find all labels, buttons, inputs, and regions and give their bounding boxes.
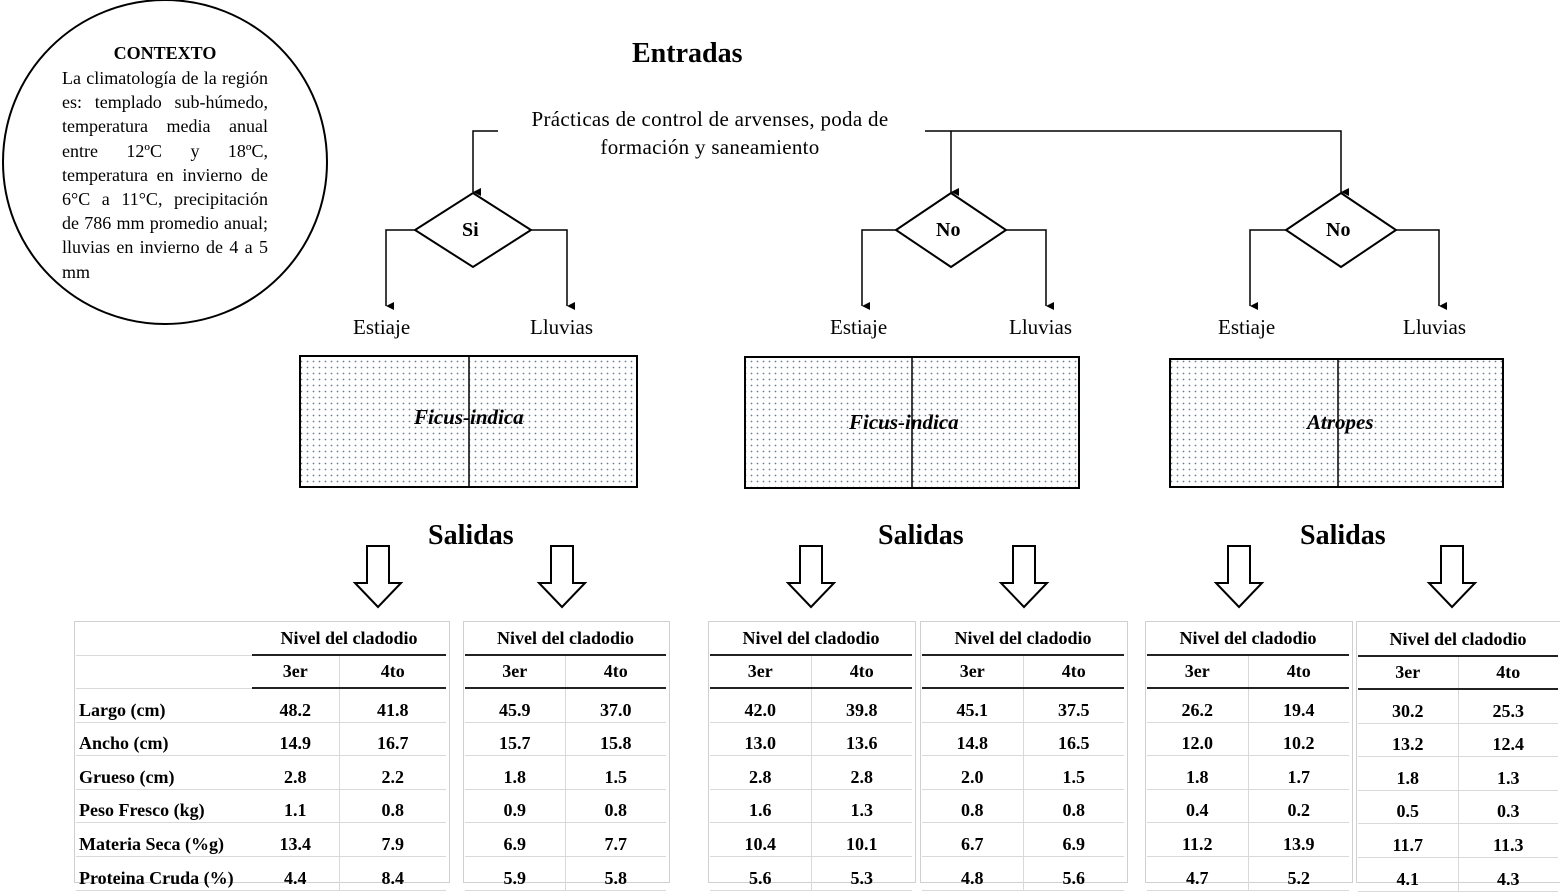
table-row: Peso Fresco (kg) 1.1 0.8: [76, 789, 446, 823]
table-row: 2.0 1.5: [922, 756, 1124, 790]
row-label: Materia Seca (%g): [76, 823, 252, 857]
context-title: CONTEXTO: [113, 43, 217, 63]
outputs-title-1: Salidas: [428, 520, 514, 551]
season-estiaje-1: Estiaje: [353, 315, 411, 339]
row-label: Largo (cm): [76, 688, 252, 722]
output-arrows: [355, 546, 1475, 607]
season-lluvias-2: Lluvias: [1009, 315, 1072, 339]
output-arrow-1: [355, 546, 401, 607]
table-row: 11.2 13.9: [1147, 823, 1349, 857]
practices-text: Prácticas de control de arvenses, poda de formación y saneamiento: [531, 107, 889, 159]
season-estiaje-2: Estiaje: [830, 315, 888, 339]
season-estiaje-3: Estiaje: [1218, 315, 1276, 339]
table-row: 12.0 10.2: [1147, 722, 1349, 756]
output-arrow-4: [1001, 546, 1047, 607]
output-table-4: Nivel del cladodio 3er 4to 45.1 37.5 14.8 16.5 2.0 1.5 0.8 0.8 6.7 6.9 4.8 5.6: [922, 623, 1124, 891]
table-row: 13.2 12.4: [1358, 723, 1558, 757]
species-label-1: Ficus-indica: [414, 405, 524, 429]
table-header-col1: 3er: [252, 655, 339, 688]
table-row: Materia Seca (%g) 13.4 7.9: [76, 823, 446, 857]
output-table-1: [76, 623, 446, 891]
table-row: 4.1 4.3: [1358, 857, 1558, 891]
table-row: 4.7 5.2: [1147, 856, 1349, 890]
table-row: Proteina Cruda (%) 4.4 8.4: [76, 856, 446, 890]
output-arrow-6: [1429, 546, 1475, 607]
table-row: 6.7 6.9: [922, 823, 1124, 857]
table-header-group: Nivel del cladodio: [1147, 623, 1349, 655]
output-table-5: Nivel del cladodio 3er 4to 26.2 19.4 12.0 10.2 1.8 1.7 0.4 0.2 11.2 13.9 4.7 5.2: [1147, 623, 1349, 891]
output-table-6: Nivel del cladodio 3er 4to 30.2 25.3 13.2 12.4 1.8 1.3 0.5 0.3 11.7 11.3 4.1 4.3: [1358, 624, 1558, 892]
table-row: 45.9 37.0: [465, 688, 666, 722]
species-label-2: Ficus-indica: [849, 410, 959, 434]
species-label-3: Atropes: [1307, 410, 1374, 434]
table-row: 1.8 1.7: [1147, 756, 1349, 790]
decision-label-1: Si: [462, 219, 479, 241]
table-row: 4.8 5.6: [922, 856, 1124, 890]
season-lluvias-1: Lluvias: [530, 315, 593, 339]
row-label: Ancho (cm): [76, 722, 252, 756]
row-label: Grueso (cm): [76, 756, 252, 790]
table-row: 1.8 1.3: [1358, 757, 1558, 791]
row-label: Peso Fresco (kg): [76, 789, 252, 823]
table-row: Largo (cm) 48.2 41.8: [76, 688, 446, 722]
output-arrow-2: [539, 546, 585, 607]
table-header-group: Nivel del cladodio: [922, 623, 1124, 655]
table-row: 0.8 0.8: [922, 789, 1124, 823]
table-row: 11.7 11.3: [1358, 824, 1558, 858]
outputs-title-3: Salidas: [1300, 520, 1386, 551]
output-arrow-5: [1216, 546, 1262, 607]
table-row: 5.9 5.8: [465, 856, 666, 890]
table-row: 2.8 2.8: [710, 756, 912, 790]
context-block: [62, 43, 268, 284]
table-header-col2: 4to: [339, 655, 446, 688]
table-row: 10.4 10.1: [710, 823, 912, 857]
season-lluvias-3: Lluvias: [1403, 315, 1466, 339]
table-row: 14.8 16.5: [922, 722, 1124, 756]
row-label: Proteina Cruda (%): [76, 856, 252, 890]
table-row: 0.5 0.3: [1358, 790, 1558, 824]
table-row: 5.6 5.3: [710, 856, 912, 890]
table-row: 1.6 1.3: [710, 789, 912, 823]
output-table-3: Nivel del cladodio 3er 4to 42.0 39.8 13.0 13.6 2.8 2.8 1.6 1.3 10.4 10.1 5.6 5.3: [710, 623, 912, 891]
table-row: 0.4 0.2: [1147, 789, 1349, 823]
output-arrow-3: [788, 546, 834, 607]
table-row: 30.2 25.3: [1358, 689, 1558, 723]
table-row: 42.0 39.8: [710, 688, 912, 722]
context-description: La climatología de la región es: templado sub-húmedo, temperatura media anual entre 12ºC y 18ºC, temperatura en invierno de 6°C a 11°C, precipitación de 786 mm promedio anual; lluvias en invierno de 4 a 5 mm: [62, 68, 268, 282]
decision-label-3: No: [1326, 219, 1351, 241]
table-row: Ancho (cm) 14.9 16.7: [76, 722, 446, 756]
table-row: 26.2 19.4: [1147, 688, 1349, 722]
outputs-title-2: Salidas: [878, 520, 964, 551]
table-row: 6.9 7.7: [465, 823, 666, 857]
table-header-group: Nivel del cladodio: [710, 623, 912, 655]
table-row: 1.8 1.5: [465, 756, 666, 790]
table-row: Grueso (cm) 2.8 2.2: [76, 756, 446, 790]
table-row: 0.9 0.8: [465, 789, 666, 823]
table-row: 45.1 37.5: [922, 688, 1124, 722]
inputs-title: Entradas: [632, 38, 743, 69]
table-header-group: Nivel del cladodio: [1358, 624, 1558, 656]
table-header-group: Nivel del cladodio: [465, 623, 666, 655]
table-row: 15.7 15.8: [465, 722, 666, 756]
decision-label-2: No: [936, 219, 961, 241]
output-table-2: Nivel del cladodio 3er 4to 45.9 37.0 15.7 15.8 1.8 1.5 0.9 0.8 6.9 7.7 5.9 5.8: [465, 623, 666, 891]
table-row: 13.0 13.6: [710, 722, 912, 756]
table-header-group: Nivel del cladodio: [252, 623, 446, 655]
